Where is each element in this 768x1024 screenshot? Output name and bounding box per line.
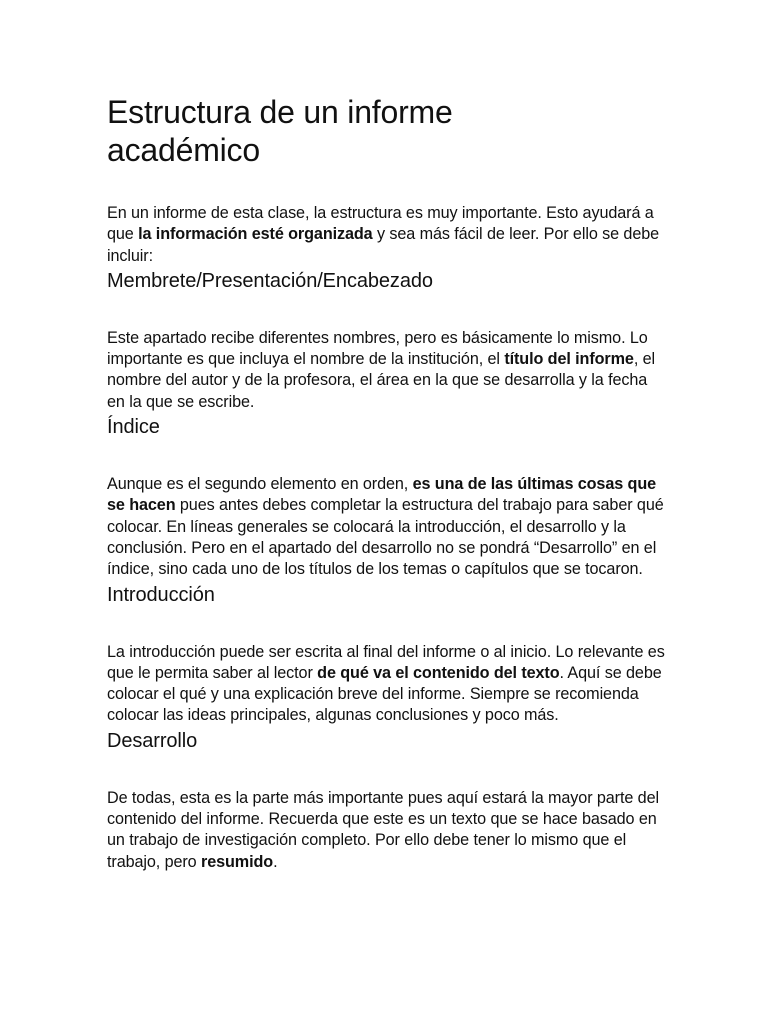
- paragraph-text: , el nombre del autor y de la profesora, el área en la que se desarrolla y la fecha en la que se escribe.: [107, 350, 656, 411]
- spacer: [107, 608, 667, 642]
- section-paragraph-desarrollo: [107, 788, 667, 873]
- paragraph-bold: título del informe: [504, 350, 634, 369]
- section-heading-indice: Índice: [107, 416, 160, 439]
- paragraph-text: pues antes debes completar la estructura del trabajo para saber qué colocar. En líneas generales se colocará la introducción, el desarrollo y la conclusión. Pero en el apartado del desarrollo no se pondrá “Desarrollo” en el índice, sino cada uno de los títulos de los temas o capítulos que se tocaron.: [107, 496, 664, 579]
- section-paragraph-introduccion: [107, 642, 667, 727]
- section-heading-membrete: Membrete/Presentación/Encabezado: [107, 269, 433, 292]
- paragraph-text: . Aquí se debe colocar el qué y una explicación breve del informe. Siempre se recomienda colocar las ideas principales, algunas conclusiones y poco más.: [107, 663, 662, 725]
- spacer: [107, 754, 667, 788]
- spacer: [107, 440, 667, 474]
- spacer: [107, 294, 667, 328]
- paragraph-bold: de qué va el contenido del texto: [317, 663, 560, 682]
- intro-text-2: y sea más fácil de leer. Por ello se debe incluir:: [107, 225, 660, 265]
- paragraph-text: De todas, esta es la parte más importante pues aquí estará la mayor parte del contenido del informe. Recuerda que este es un texto que se hace basado en un trabajo de investigación completo. Por ello debe tener lo mismo que el trabajo, pero: [107, 788, 659, 871]
- paragraph-bold: resumido: [201, 852, 274, 871]
- section-heading-desarrollo: Desarrollo: [107, 729, 198, 752]
- intro-bold: la información esté organizada: [138, 225, 373, 244]
- intro-text-1: En un informe de esta clase, la estructura es muy importante. Esto ayudará a que: [107, 204, 654, 244]
- paragraph-text: .: [273, 852, 278, 871]
- paragraph-text: La introducción puede ser escrita al final del informe o al inicio. Lo relevante es que le permita saber al lector: [107, 642, 665, 682]
- paragraph-bold: es una de las últimas cosas que se hacen: [107, 475, 657, 515]
- document-page: [107, 93, 667, 873]
- intro-paragraph: [107, 203, 667, 267]
- section-heading-introduccion: Introducción: [107, 583, 215, 606]
- title-line-2: académico: [107, 132, 260, 168]
- paragraph-text: Aunque es el segundo elemento en orden,: [107, 475, 413, 494]
- paragraph-text: Este apartado recibe diferentes nombres, pero es básicamente lo mismo. Lo importante es que incluya el nombre de la institución, el: [107, 328, 648, 369]
- document-title: [107, 93, 667, 169]
- section-paragraph-indice: [107, 474, 667, 580]
- section-paragraph-membrete: [107, 328, 667, 413]
- title-line-1: Estructura de un informe: [107, 94, 453, 130]
